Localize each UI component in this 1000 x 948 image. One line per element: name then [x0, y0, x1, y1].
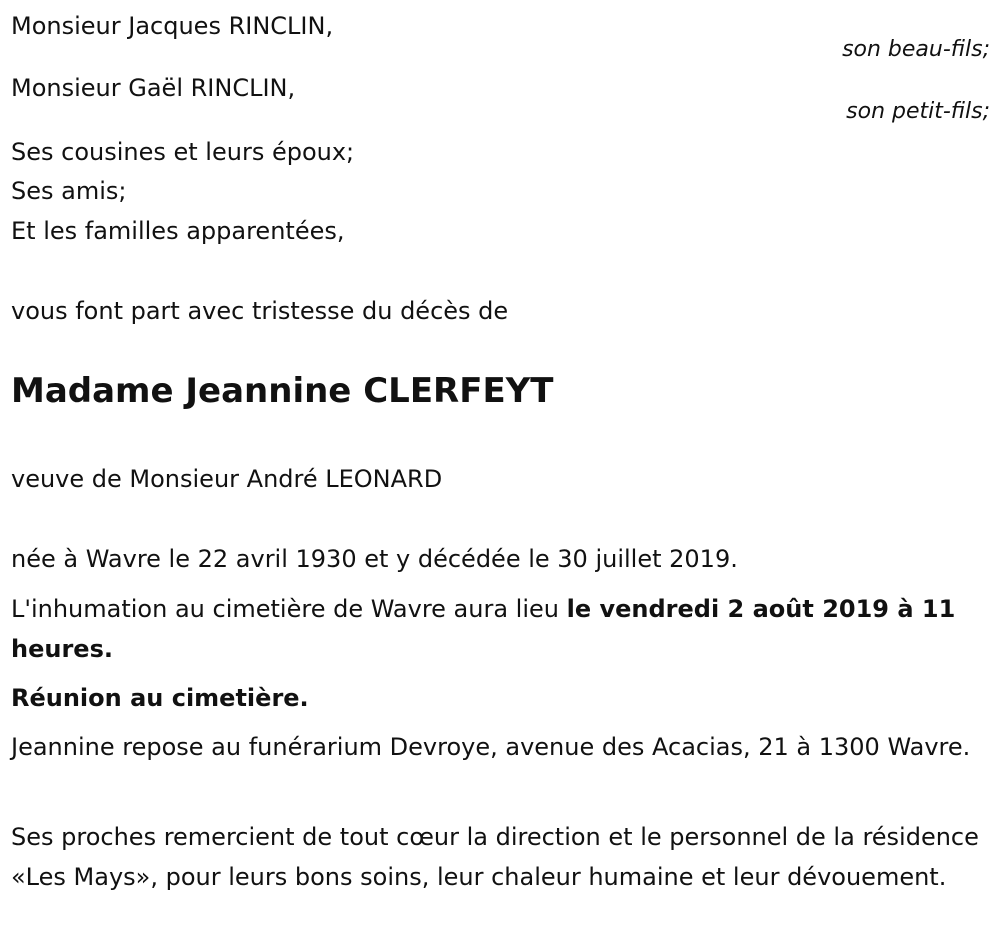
birth-death-line: née à Wavre le 22 avril 1930 et y décédée le 30 juillet 2019.: [11, 545, 738, 573]
family-member-relation: son petit-fils;: [846, 99, 990, 124]
family-member-relation: son beau-fils;: [842, 37, 990, 62]
burial-intro: L'inhumation au cimetière de Wavre aura lieu: [11, 595, 567, 623]
burial-paragraph: [11, 589, 986, 669]
deceased-name: Madame Jeannine CLERFEYT: [11, 371, 554, 411]
other-relatives-line: Et les familles apparentées,: [11, 217, 345, 245]
burial-datetime: le vendredi 2 août 2019 à 11 heures.: [11, 595, 956, 663]
family-member-name: Monsieur Gaël RINCLIN,: [11, 74, 296, 102]
announcement-text: vous font part avec tristesse du décès de: [11, 297, 509, 325]
other-relatives-line: Ses amis;: [11, 177, 127, 205]
widow-of-line: veuve de Monsieur André LEONARD: [11, 465, 443, 493]
thanks-paragraph: Ses proches remercient de tout cœur la direction et le personnel de la résidence «Les Mays», pour leurs bons soins, leur chaleur humaine et leur dévouement.: [11, 823, 979, 891]
meeting-line: Réunion au cimetière.: [11, 684, 309, 712]
family-member-name: Monsieur Jacques RINCLIN,: [11, 12, 334, 40]
rest-place-paragraph: Jeannine repose au funérarium Devroye, avenue des Acacias, 21 à 1300 Wavre.: [11, 733, 971, 761]
other-relatives-line: Ses cousines et leurs époux;: [11, 138, 355, 166]
